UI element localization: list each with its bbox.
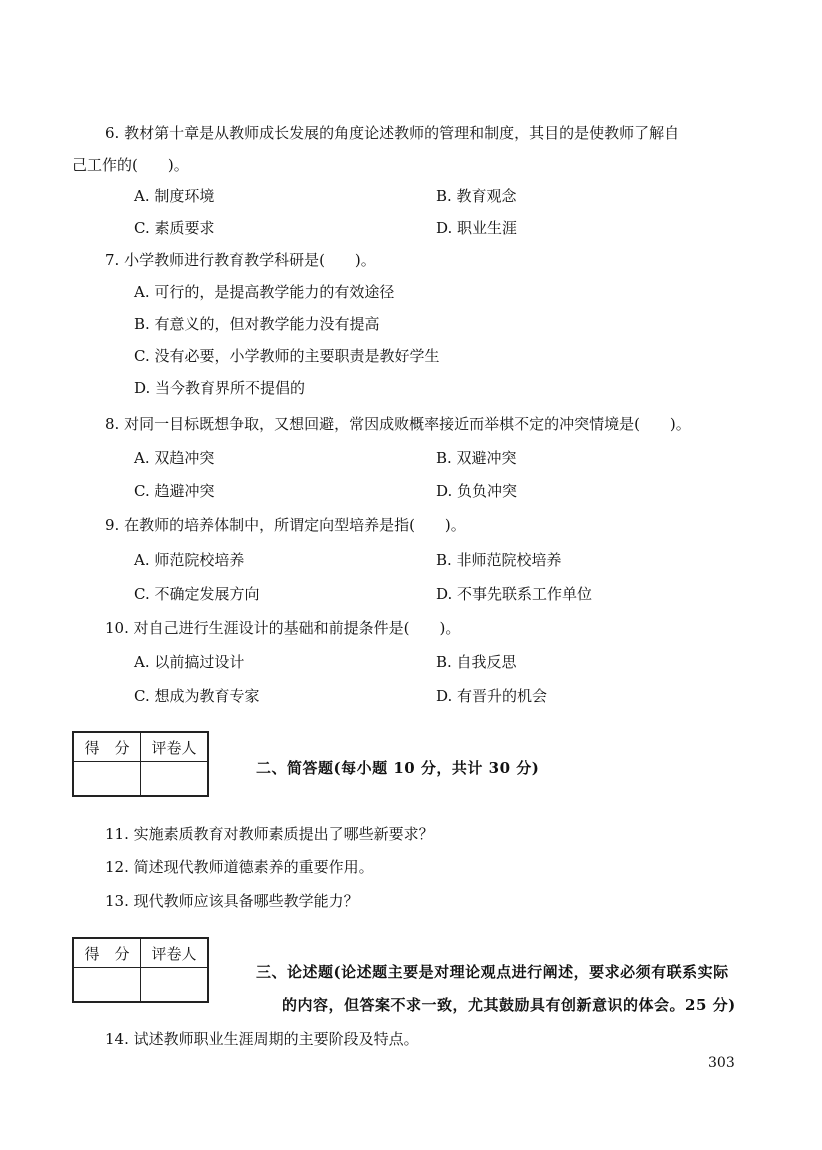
q10-option-b: B. 自我反思 — [436, 653, 517, 671]
q13: 13. 现代教师应该具备哪些教学能力？ — [105, 892, 359, 910]
score-label: 得 分 — [73, 938, 141, 968]
q7-stem: 7. 小学教师进行教育教学科研是( )。 — [105, 251, 376, 269]
section3-title-line1: 三、论述题(论述题主要是对理论观点进行阐述，要求必须有联系实际 — [256, 963, 729, 981]
q7-option-c: C. 没有必要，小学教师的主要职责是教好学生 — [134, 347, 440, 365]
q12: 12. 简述现代教师道德素养的重要作用。 — [105, 858, 374, 876]
q7-option-b: B. 有意义的，但对教学能力没有提高 — [134, 315, 380, 333]
q10-option-a: A. 以前搞过设计 — [134, 653, 245, 671]
q6-stem-line2: 己工作的( )。 — [72, 156, 189, 174]
q6-option-a: A. 制度环境 — [134, 187, 215, 205]
score-box-section2 — [72, 731, 209, 797]
score-cell — [73, 968, 141, 1002]
q7-option-a: A. 可行的，是提高教学能力的有效途径 — [134, 283, 395, 301]
q9-option-b: B. 非师范院校培养 — [436, 551, 562, 569]
q6-stem-line1: 6. 教材第十章是从教师成长发展的角度论述教师的管理和制度，其目的是使教师了解自 — [105, 124, 680, 142]
q14: 14. 试述教师职业生涯周期的主要阶段及特点。 — [105, 1030, 419, 1048]
score-cell — [73, 762, 141, 796]
q8-option-b: B. 双避冲突 — [436, 449, 517, 467]
q11: 11. 实施素质教育对教师素质提出了哪些新要求？ — [105, 825, 434, 843]
q10-option-d: D. 有晋升的机会 — [436, 687, 548, 705]
q8-option-c: C. 趋避冲突 — [134, 482, 215, 500]
q10-option-c: C. 想成为教育专家 — [134, 687, 260, 705]
q9-option-d: D. 不事先联系工作单位 — [436, 585, 593, 603]
q8-stem: 8. 对同一目标既想争取，又想回避，常因成败概率接近而举棋不定的冲突情境是( )。 — [105, 415, 691, 433]
grader-cell — [141, 968, 209, 1002]
q9-stem: 9. 在教师的培养体制中，所谓定向型培养是指( )。 — [105, 516, 466, 534]
q6-option-c: C. 素质要求 — [134, 219, 215, 237]
q9-option-c: C. 不确定发展方向 — [134, 585, 260, 603]
q7-option-d: D. 当今教育界所不提倡的 — [134, 379, 306, 397]
q6-option-d: D. 职业生涯 — [436, 219, 518, 237]
grader-label: 评卷人 — [141, 732, 209, 762]
q8-option-d: D. 负负冲突 — [436, 482, 518, 500]
q9-option-a: A. 师范院校培养 — [134, 551, 245, 569]
q8-option-a: A. 双趋冲突 — [134, 449, 215, 467]
score-label: 得 分 — [73, 732, 141, 762]
section2-title: 二、简答题(每小题 10 分，共计 30 分) — [256, 759, 540, 777]
score-box-section3 — [72, 937, 209, 1003]
section3-title-line2: 的内容，但答案不求一致，尤其鼓励具有创新意识的体会。25 分) — [282, 996, 736, 1014]
q10-stem: 10. 对自己进行生涯设计的基础和前提条件是( )。 — [105, 619, 461, 637]
grader-label: 评卷人 — [141, 938, 209, 968]
q6-option-b: B. 教育观念 — [436, 187, 517, 205]
page-number: 303 — [708, 1055, 735, 1071]
grader-cell — [141, 762, 209, 796]
